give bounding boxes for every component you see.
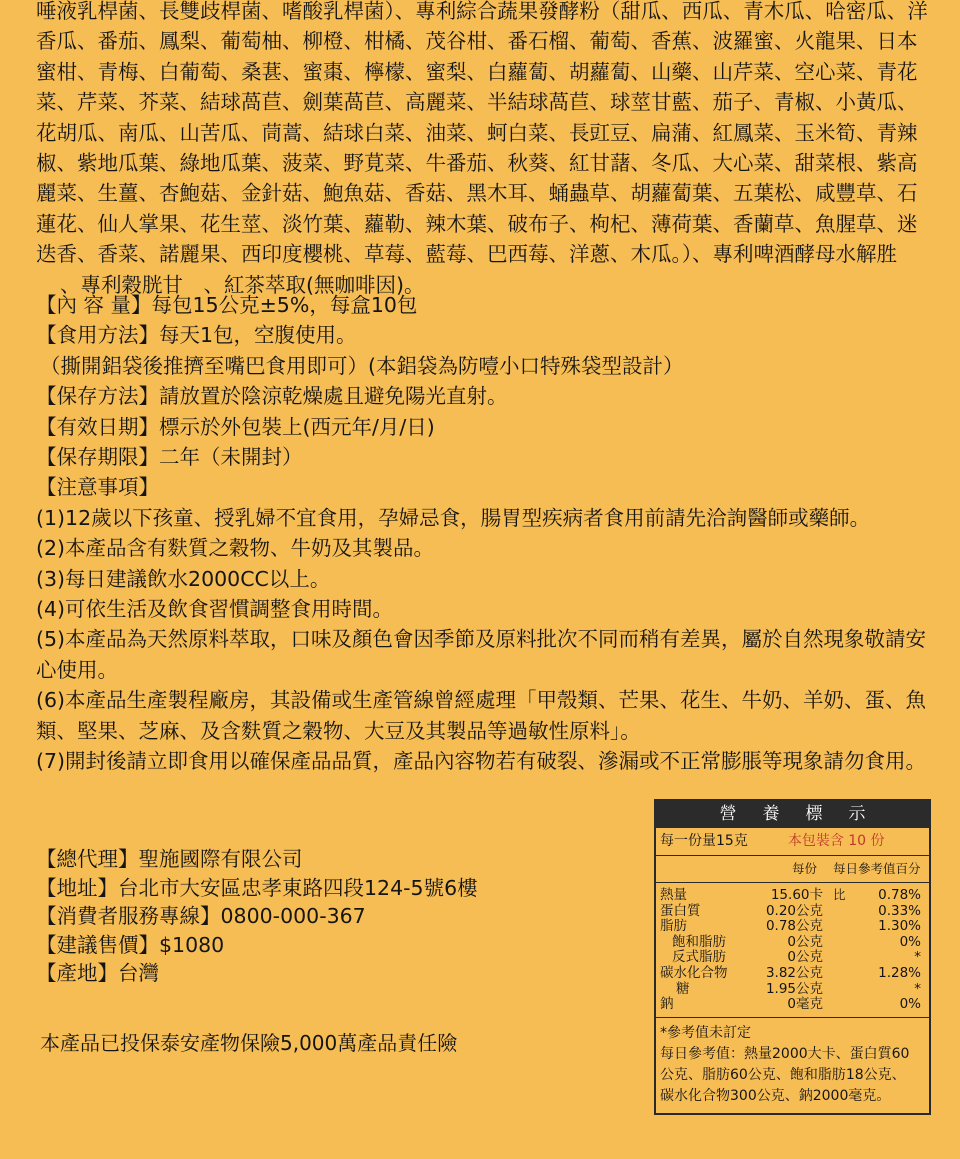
note-item: (2)本產品含有麩質之穀物、牛奶及其製品。 bbox=[36, 536, 435, 561]
nutrient-pct: 0% bbox=[899, 933, 921, 950]
nutrient-name: 碳水化合物 bbox=[660, 964, 728, 981]
nutrient-pct: * bbox=[914, 980, 921, 997]
nutrient-name: 糖 bbox=[676, 980, 690, 997]
ingredients-line: 香瓜、番茄、鳳梨、葡萄柚、柳橙、柑橘、茂谷柑、番石榴、葡萄、香蕉、波羅蜜、火龍果、日本 bbox=[36, 29, 918, 54]
reference-note: *參考值未訂定 bbox=[660, 1024, 751, 1041]
nutrient-name: 鈉 bbox=[660, 996, 674, 1013]
reference-line: 公克、脂肪60公克、飽和脂肪18公克、 bbox=[660, 1066, 906, 1083]
nutrient-pct: 1.30% bbox=[878, 918, 921, 935]
nutrient-amount: 3.82公克 bbox=[765, 964, 823, 981]
ingredients-line: 唾液乳桿菌、長雙歧桿菌、嗜酸乳桿菌）、專利綜合蔬果發酵粉（甜瓜、西瓜、青木瓜、哈密瓜、洋 bbox=[36, 0, 928, 23]
spec-notes-heading: 【注意事項】 bbox=[36, 475, 159, 500]
nutrition-row bbox=[660, 997, 925, 1013]
ingredients-line: 蜜柑、青梅、白葡萄、桑葚、蜜棗、檸檬、蜜梨、白蘿蔔、胡蘿蔔、山藥、山芹菜、空心菜、青花 bbox=[36, 59, 918, 84]
nutrient-pct: 0% bbox=[899, 996, 921, 1013]
specs-section bbox=[36, 290, 941, 777]
nutrition-row bbox=[660, 966, 925, 982]
note-item-cont: 類、堅果、芝麻、及含麩質之穀物、大豆及其製品等過敏性原料」。 bbox=[36, 718, 641, 743]
note-item-cont: 心使用。 bbox=[36, 657, 118, 682]
spec-expiry: 【有效日期】標示於外包裝上(西元年/月/日) bbox=[36, 414, 435, 439]
distributor: 【總代理】聖施國際有限公司 bbox=[36, 847, 303, 871]
nutrition-serving-row bbox=[656, 828, 929, 856]
ingredients-line: 麗菜、生薑、杏鮑菇、金針菇、鮑魚菇、香菇、黑木耳、蛹蟲草、胡蘿蔔葉、五葉松、咸豐草、石 bbox=[36, 181, 918, 206]
nutrient-name: 脂肪 bbox=[660, 918, 687, 935]
spec-shelf-life: 【保存期限】二年（未開封） bbox=[36, 445, 303, 470]
col-daily-pct: 每日參考值百分比 bbox=[833, 861, 921, 902]
address: 【地址】台北市大安區忠孝東路四段124-5號6樓 bbox=[36, 875, 478, 900]
nutrition-row bbox=[660, 888, 925, 904]
nutrient-name: 飽和脂肪 bbox=[672, 933, 726, 950]
ingredients-line: 花胡瓜、南瓜、山苦瓜、茼蒿、結球白菜、油菜、蚵白菜、長豇豆、扁蒲、紅鳳菜、玉米筍、青辣 bbox=[36, 120, 918, 145]
nutrient-name: 蛋白質 bbox=[660, 902, 701, 919]
nutrient-pct: * bbox=[914, 949, 921, 966]
note-item: (4)可依生活及飲食習慣調整食用時間。 bbox=[36, 597, 394, 622]
origin: 【產地】台灣 bbox=[36, 961, 159, 986]
note-item: (5)本產品為天然原料萃取，口味及顏色會因季節及原料批次不同而稍有差異，屬於自然現象敬請安 bbox=[36, 627, 927, 652]
spec-usage: 【食用方法】每天1包，空腹使用。 bbox=[36, 323, 357, 348]
nutrient-amount: 15.60卡 bbox=[770, 887, 823, 903]
nutrition-rows bbox=[656, 883, 929, 1018]
nutrition-row bbox=[660, 950, 925, 966]
spec-content: 【內 容 量】每包15公克±5%，每盒10包 bbox=[36, 293, 418, 317]
col-per-serving: 每份 bbox=[792, 861, 818, 876]
ingredients-line: 椒、紫地瓜葉、綠地瓜葉、菠菜、野莧菜、牛番茄、秋葵、紅甘藷、冬瓜、大心菜、甜菜根、紫高 bbox=[36, 151, 918, 176]
nutrient-amount: 0.20公克 bbox=[765, 902, 823, 919]
nutrition-title: 營養標示 bbox=[656, 801, 929, 828]
reference-line: 碳水化合物300公克、鈉2000毫克。 bbox=[660, 1087, 891, 1104]
spec-usage-note: （撕開鋁袋後推擠至嘴巴食用即可）(本鋁袋為防噎小口特殊袋型設計） bbox=[40, 353, 684, 378]
note-item: (3)每日建議飲水2000CC以上。 bbox=[36, 566, 331, 591]
nutrition-row bbox=[660, 904, 925, 920]
nutrient-amount: 1.95公克 bbox=[765, 980, 823, 997]
note-item: (6)本產品生產製程廠房，其設備或生產管線曾經處理「甲殼類、芒果、花生、牛奶、羊奶、蛋、魚 bbox=[36, 688, 927, 713]
note-item: (1)12歲以下孩童、授乳婦不宜食用，孕婦忌食，腸胃型疾病者食用前請先洽詢醫師或藥師。 bbox=[36, 505, 871, 530]
note-item: (7)開封後請立即食用以確保產品品質，產品內容物若有破裂、滲漏或不正常膨脹等現象請勿食用。 bbox=[36, 749, 927, 774]
spec-storage: 【保存方法】請放置於陰涼乾燥處且避免陽光直射。 bbox=[36, 384, 508, 409]
ingredients-line: 迭香、香菜、諾麗果、西印度櫻桃、草莓、藍莓、巴西莓、洋蔥、木瓜。）、專利啤酒酵母水解胜 bbox=[36, 242, 897, 267]
reference-line: 每日參考值：熱量2000大卡、蛋白質60 bbox=[660, 1045, 910, 1062]
nutrition-row bbox=[660, 919, 925, 935]
nutrient-name: 熱量 bbox=[660, 887, 687, 903]
suggested-price: 【建議售價】$1080 bbox=[36, 932, 225, 957]
nutrition-table bbox=[654, 799, 931, 1115]
servings-per-pack: 本包裝含 10 份 bbox=[787, 833, 885, 849]
ingredients-line: 蓮花、仙人掌果、花生莖、淡竹葉、蘿勒、辣木葉、破布子、枸杞、薄荷葉、香蘭草、魚腥草、迷 bbox=[36, 211, 918, 236]
insurance-statement: 本產品已投保泰安產物保險5,000萬產品責任險 bbox=[40, 1031, 458, 1055]
nutrient-amount: 0毫克 bbox=[787, 996, 823, 1013]
ingredients-line: 菜、芹菜、芥菜、結球萵苣、劍葉萵苣、高麗菜、半結球萵苣、球莖甘藍、茄子、青椒、小黃瓜、 bbox=[36, 90, 918, 115]
nutrient-pct: 0.78% bbox=[878, 887, 921, 903]
nutrient-amount: 0公克 bbox=[787, 933, 823, 950]
serving-size: 每一份量15克 bbox=[660, 833, 748, 849]
nutrient-amount: 0公克 bbox=[787, 949, 823, 966]
nutrient-name: 反式脂肪 bbox=[672, 949, 726, 966]
nutrient-pct: 1.28% bbox=[878, 964, 921, 981]
service-hotline: 【消費者服務專線】0800-000-367 bbox=[36, 904, 366, 929]
nutrient-pct: 0.33% bbox=[878, 902, 921, 919]
company-info bbox=[36, 845, 478, 988]
nutrition-row bbox=[660, 982, 925, 998]
ingredients-text bbox=[36, 0, 938, 300]
nutrient-amount: 0.78公克 bbox=[765, 918, 823, 935]
ingredients-line: 、專利穀胱甘 、紅茶萃取(無咖啡因)。 bbox=[60, 272, 425, 297]
nutrition-footnote bbox=[656, 1018, 929, 1113]
